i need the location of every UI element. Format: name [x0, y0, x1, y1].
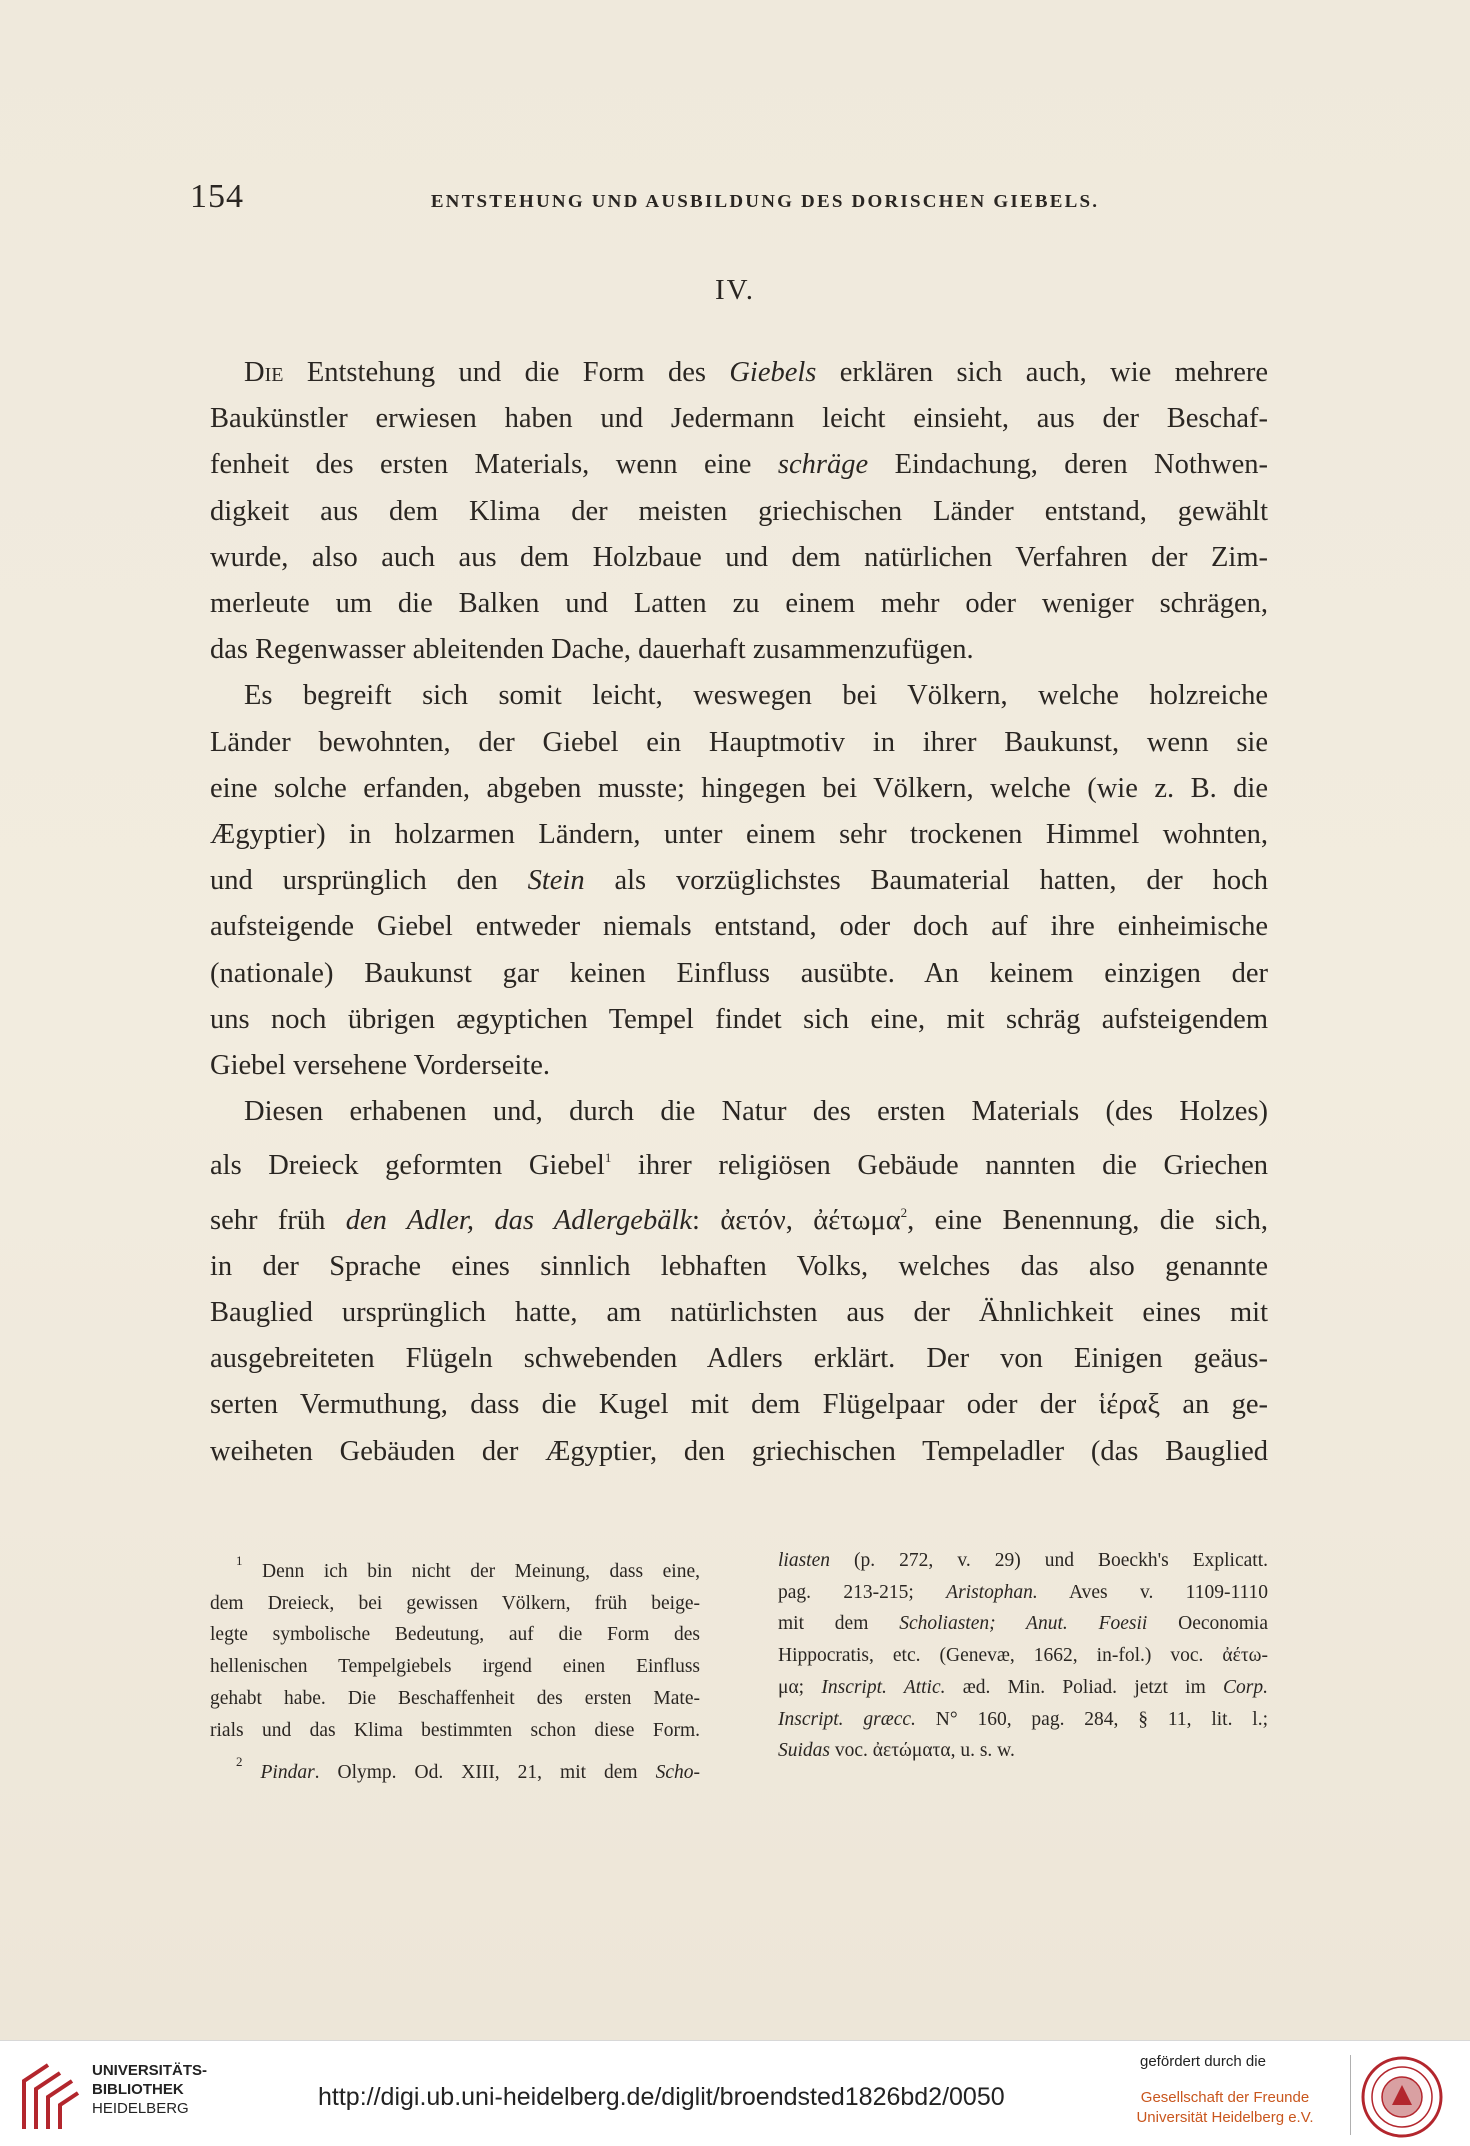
text-line: in der Sprache eines sinnlich lebhaften Volks, welches das also genannte: [210, 1250, 1268, 1282]
text-line: Es begreift sich somit leicht, weswegen bei Völkern, welche holzreiche: [244, 680, 1268, 712]
text-line: digkeit aus dem Klima der meisten griechischen Länder entstand, gewählt: [210, 495, 1268, 527]
footnote-line: gehabt habe. Die Beschaffenheit des ersten Mate-: [210, 1687, 700, 1709]
text-line: eine solche erfanden, abgeben musste; hingegen bei Völkern, welche (wie z. B. die: [210, 772, 1268, 804]
text-line: Diesen erhabenen und, durch die Natur des ersten Materials (des Holzes): [244, 1096, 1268, 1128]
text-line: uns noch übrigen ægyptichen Tempel findet sich eine, mit schräg aufsteigendem: [210, 1003, 1268, 1035]
sponsor-label: gefördert durch die: [1140, 2053, 1266, 2070]
text-line: Giebel versehene Vorderseite.: [210, 1050, 551, 1082]
paragraph-1: [210, 350, 1268, 673]
footnote-line: liasten (p. 272, v. 29) und Boeckh's Explicatt.: [778, 1550, 1268, 1571]
footnote-line: $^2$ Pindar. Olymp. Od. XIII, 21, mit dem Scho-: [236, 1754, 700, 1784]
divider: [1350, 2055, 1351, 2135]
running-title: ENTSTEHUNG UND AUSBILDUNG DES DORISCHEN GIEBELS.: [430, 191, 1100, 212]
footnotes-left-column: [210, 1545, 700, 1789]
footnote-line: Hippocratis, etc. (Genevæ, 1662, in-fol.) voc. ἀέτω-: [778, 1645, 1268, 1667]
footnote-line: dem Dreieck, bei gewissen Völkern, früh beige-: [210, 1592, 700, 1614]
footnote-line: Suidas voc. ἀετώματα, u. s. w.: [778, 1740, 1015, 1762]
text-line: merleute um die Balken und Latten zu einem mehr oder weniger schrägen,: [210, 588, 1268, 620]
text-line: serten Vermuthung, dass die Kugel mit dem Flügelpaar oder der ἱέραξ an ge-: [210, 1389, 1268, 1421]
university-seal-icon: [1360, 2055, 1444, 2139]
text-line: Länder bewohnten, der Giebel ein Hauptmotiv in ihrer Baukunst, wenn sie: [210, 726, 1268, 758]
text-line: das Regenwasser ableitenden Dache, dauerhaft zusammenzufügen.: [210, 634, 974, 666]
paragraph-3: [210, 1089, 1268, 1475]
main-text: [210, 350, 1268, 1475]
footnote-line: pag. 213-215; Aristophan. Aves v. 1109-1110: [778, 1581, 1269, 1603]
footnote-line: mit dem Scholiasten; Anut. Foesii Oeconomia: [778, 1613, 1269, 1635]
text-line: sehr früh den Adler, das Adlergebälk: ἀετόν, ἀέτωμα$^2$, eine Benennung, die sich,: [210, 1204, 1268, 1236]
text-line: wurde, also auch aus dem Holzbaue und dem natürlichen Verfahren der Zim-: [210, 541, 1268, 573]
text-line: Bauglied ursprünglich hatte, am natürlichsten aus der Ähnlichkeit eines mit: [210, 1297, 1268, 1329]
footnote-ref: 2: [900, 1204, 908, 1220]
text-line: und ursprünglich den Stein als vorzüglichstes Baumaterial hatten, der hoch: [210, 865, 1268, 897]
library-name: UNIVERSITÄTS- BIBLIOTHEK HEIDELBERG: [92, 2062, 208, 2117]
running-head: [190, 178, 1260, 216]
digitization-footer: [0, 2040, 1470, 2146]
permalink-url[interactable]: http://digi.ub.uni-heidelberg.de/diglit/broendsted1826bd2/0050: [318, 2083, 1005, 2111]
text-line: als Dreieck geformten Giebel$^1$ ihrer religiösen Gebäude nannten die Griechen: [210, 1150, 1268, 1182]
text-line: fenheit des ersten Materials, wenn eine schräge Eindachung, deren Nothwen-: [210, 449, 1268, 481]
text-line: aufsteigende Giebel entweder niemals entstand, oder doch auf ihre einheimische: [210, 911, 1268, 943]
footnote-line: hellenischen Tempelgiebels irgend einen Einfluss: [210, 1656, 700, 1678]
footnote-line: μα; Inscript. Attic. æd. Min. Poliad. jetzt im Corp.: [778, 1676, 1268, 1698]
section-numeral: IV.: [714, 274, 756, 306]
text-line: (nationale) Baukunst gar keinen Einfluss ausübte. An keinem einzigen der: [210, 957, 1268, 989]
footnotes: [210, 1545, 1268, 1789]
text-line: Baukünstler erwiesen haben und Jedermann leicht einsieht, aus der Beschaf-: [210, 403, 1268, 435]
footnote-line: Inscript. græcc. N° 160, pag. 284, § 11, lit. l.;: [778, 1708, 1268, 1730]
text-line: Ægyptier) in holzarmen Ländern, unter einem sehr trockenen Himmel wohnten,: [210, 819, 1268, 851]
footnote-line: legte symbolische Bedeutung, auf die Form des: [210, 1624, 700, 1646]
text-line: ausgebreiteten Flügeln schwebenden Adlers erklärt. Der von Einigen geäus-: [210, 1343, 1268, 1375]
text-line: Die Entstehung und die Form des Giebels erklären sich auch, wie mehrere: [244, 357, 1268, 388]
library-logo-icon: [18, 2059, 82, 2133]
footnote-line: rials und das Klima bestimmten schon diese Form.: [210, 1719, 700, 1741]
sponsor-name: Gesellschaft der Freunde Universität Heidelberg e.V.: [1136, 2089, 1314, 2126]
footnote-line: $^1$ Denn ich bin nicht der Meinung, dass eine,: [236, 1553, 700, 1582]
text-line: weiheten Gebäuden der Ægyptier, den griechischen Tempeladler (das Bauglied: [210, 1435, 1268, 1467]
footnotes-right-column: [778, 1545, 1268, 1789]
page-number: 154: [190, 178, 244, 215]
footnote-ref: 1: [604, 1150, 612, 1166]
paragraph-2: [210, 673, 1268, 1089]
